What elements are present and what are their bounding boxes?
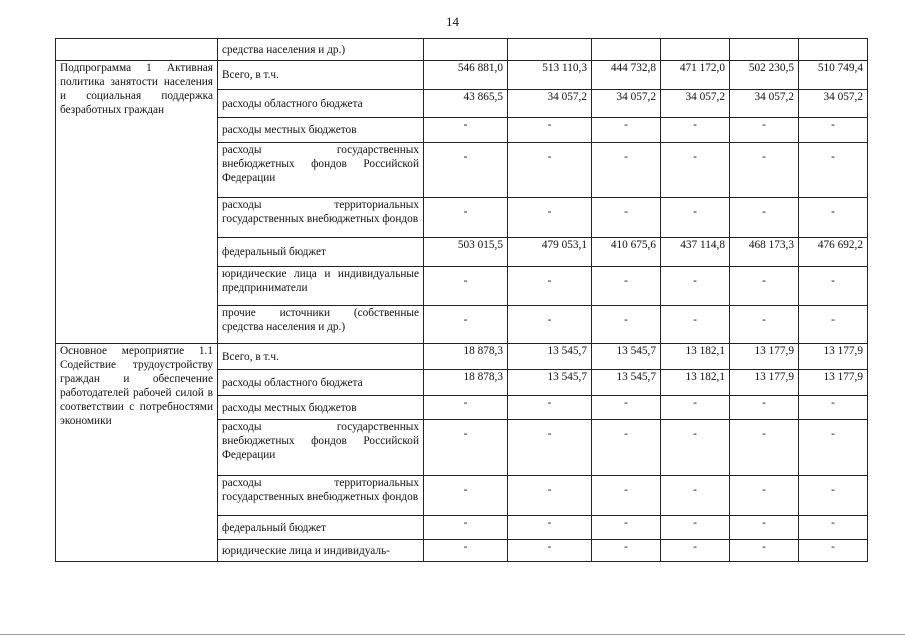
amount-cell: - [592, 118, 661, 143]
table-row [56, 61, 868, 90]
amount-cell: 437 114,8 [661, 238, 730, 267]
funding-source-cell: расходы местных бюджетов [218, 118, 424, 143]
amount-cell: 546 881,0 [424, 61, 508, 90]
amount-cell: - [592, 516, 661, 540]
amount-cell: - [592, 143, 661, 198]
amount-cell: - [424, 198, 508, 238]
amount-cell: 13 182,1 [661, 370, 730, 396]
amount-cell: - [730, 306, 799, 344]
table-row [56, 344, 868, 370]
amount-cell: - [661, 476, 730, 516]
amount-cell: - [661, 143, 730, 198]
amount-cell: 13 545,7 [592, 370, 661, 396]
amount-cell: - [508, 540, 592, 562]
amount-cell: 34 057,2 [730, 90, 799, 118]
budget-table [55, 38, 868, 562]
funding-source-cell: расходы местных бюджетов [218, 396, 424, 420]
funding-source-cell: расходы государственных внебюджетных фондов Российской Федерации [218, 420, 424, 476]
amount-cell: 18 878,3 [424, 344, 508, 370]
amount-cell: 513 110,3 [508, 61, 592, 90]
amount-cell: 13 177,9 [799, 344, 868, 370]
amount-cell: - [730, 143, 799, 198]
amount-cell [799, 39, 868, 61]
amount-cell: - [661, 420, 730, 476]
funding-source-cell: средства населения и др.) [218, 39, 424, 61]
amount-cell: - [661, 267, 730, 306]
amount-cell: 410 675,6 [592, 238, 661, 267]
amount-cell: - [799, 306, 868, 344]
funding-source-cell: юридические лица и индивидуаль- [218, 540, 424, 562]
program-name-cell: Основное мероприятие 1.1 Содействие трудоустройству граждан и обеспечение работодателей рабочей силой в соответствии с потребностями экономики [56, 344, 218, 562]
amount-cell: 43 865,5 [424, 90, 508, 118]
amount-cell: - [508, 118, 592, 143]
amount-cell: - [508, 396, 592, 420]
funding-source-cell: расходы территориальных государственных внебюджетных фондов [218, 476, 424, 516]
amount-cell: - [661, 306, 730, 344]
amount-cell: 13 545,7 [592, 344, 661, 370]
amount-cell: - [730, 118, 799, 143]
funding-source-cell: расходы областного бюджета [218, 370, 424, 396]
amount-cell: - [730, 198, 799, 238]
amount-cell: 13 177,9 [799, 370, 868, 396]
amount-cell: 18 878,3 [424, 370, 508, 396]
amount-cell: - [661, 540, 730, 562]
amount-cell: 468 173,3 [730, 238, 799, 267]
amount-cell: - [661, 396, 730, 420]
amount-cell: - [799, 198, 868, 238]
amount-cell: - [592, 420, 661, 476]
amount-cell: - [424, 118, 508, 143]
table-row [56, 39, 868, 61]
amount-cell [730, 39, 799, 61]
scan-edge-line [0, 634, 905, 635]
amount-cell [424, 39, 508, 61]
amount-cell: 34 057,2 [508, 90, 592, 118]
funding-source-cell: Всего, в т.ч. [218, 61, 424, 90]
amount-cell [508, 39, 592, 61]
funding-source-cell: Всего, в т.ч. [218, 344, 424, 370]
amount-cell: - [799, 267, 868, 306]
amount-cell: - [424, 540, 508, 562]
amount-cell: - [799, 118, 868, 143]
funding-source-cell: расходы территориальных государственных внебюджетных фондов [218, 198, 424, 238]
amount-cell: - [799, 420, 868, 476]
amount-cell: 13 545,7 [508, 344, 592, 370]
amount-cell: - [661, 198, 730, 238]
amount-cell [592, 39, 661, 61]
amount-cell: - [592, 306, 661, 344]
amount-cell: 34 057,2 [592, 90, 661, 118]
amount-cell: - [592, 267, 661, 306]
amount-cell: - [799, 143, 868, 198]
funding-source-cell: расходы областного бюджета [218, 90, 424, 118]
amount-cell: 476 692,2 [799, 238, 868, 267]
amount-cell: 13 545,7 [508, 370, 592, 396]
amount-cell: 503 015,5 [424, 238, 508, 267]
amount-cell: - [730, 396, 799, 420]
amount-cell: - [592, 198, 661, 238]
amount-cell: - [799, 476, 868, 516]
amount-cell: - [730, 540, 799, 562]
amount-cell: - [424, 143, 508, 198]
amount-cell: 13 177,9 [730, 344, 799, 370]
amount-cell: - [508, 516, 592, 540]
amount-cell: 34 057,2 [661, 90, 730, 118]
amount-cell: - [508, 420, 592, 476]
funding-source-cell: прочие источники (собственные средства населения и др.) [218, 306, 424, 344]
amount-cell: 13 182,1 [661, 344, 730, 370]
amount-cell: - [508, 476, 592, 516]
amount-cell: - [730, 516, 799, 540]
amount-cell: - [730, 420, 799, 476]
amount-cell: 479 053,1 [508, 238, 592, 267]
amount-cell: 502 230,5 [730, 61, 799, 90]
amount-cell: - [424, 420, 508, 476]
amount-cell: - [424, 476, 508, 516]
amount-cell: - [508, 267, 592, 306]
funding-source-cell: федеральный бюджет [218, 516, 424, 540]
amount-cell: - [730, 267, 799, 306]
amount-cell: 34 057,2 [799, 90, 868, 118]
amount-cell: - [424, 267, 508, 306]
amount-cell: - [592, 476, 661, 516]
amount-cell: - [799, 540, 868, 562]
page-number: 14 [446, 14, 459, 29]
amount-cell: - [799, 396, 868, 420]
amount-cell [661, 39, 730, 61]
amount-cell: - [592, 396, 661, 420]
amount-cell: - [508, 143, 592, 198]
amount-cell: - [799, 516, 868, 540]
funding-source-cell: федеральный бюджет [218, 238, 424, 267]
amount-cell: 13 177,9 [730, 370, 799, 396]
funding-source-cell: расходы государственных внебюджетных фондов Российской Федерации [218, 143, 424, 198]
program-name-cell [56, 39, 218, 61]
amount-cell: - [424, 516, 508, 540]
amount-cell: - [424, 396, 508, 420]
amount-cell: - [730, 476, 799, 516]
amount-cell: 444 732,8 [592, 61, 661, 90]
amount-cell: - [508, 306, 592, 344]
amount-cell: - [424, 306, 508, 344]
amount-cell: - [592, 540, 661, 562]
amount-cell: 510 749,4 [799, 61, 868, 90]
amount-cell: - [661, 118, 730, 143]
program-name-cell: Подпрограмма 1 Активная политика занятости населения и социальная поддержка безработных граждан [56, 61, 218, 344]
amount-cell: 471 172,0 [661, 61, 730, 90]
amount-cell: - [661, 516, 730, 540]
funding-source-cell: юридические лица и индивидуальные предприниматели [218, 267, 424, 306]
amount-cell: - [508, 198, 592, 238]
